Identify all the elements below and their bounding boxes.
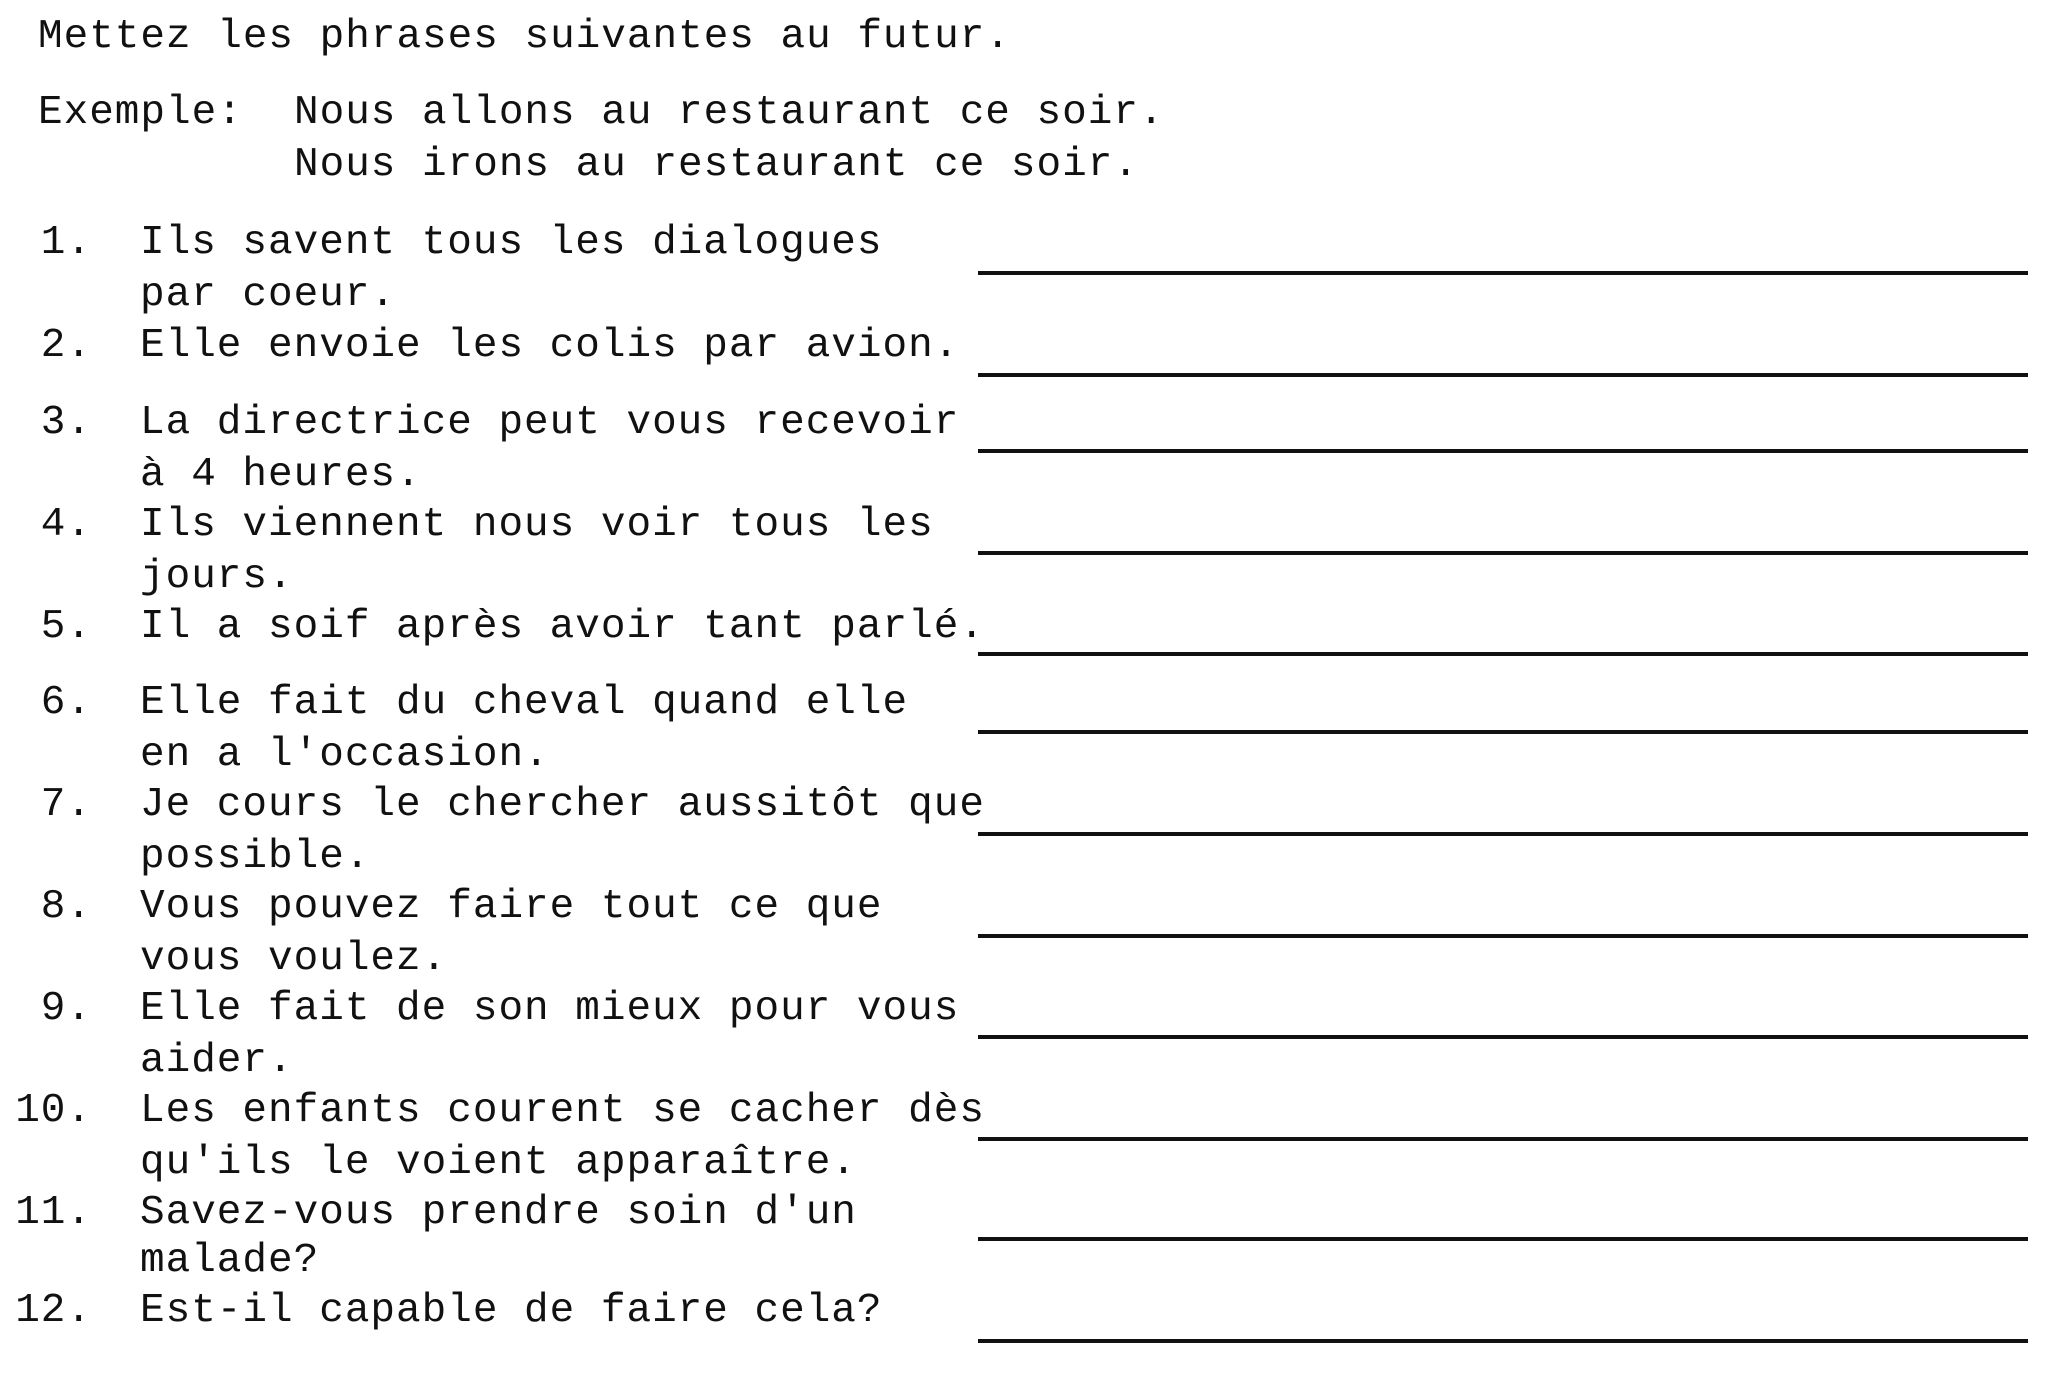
item-number: 9. [40, 986, 92, 1032]
answer-blank[interactable] [978, 551, 2028, 555]
item-sentence-line1: La directrice peut vous recevoir [140, 400, 960, 446]
item-number: 2. [40, 323, 92, 369]
item-number: 6. [40, 680, 92, 726]
item-sentence-line1: Il a soif après avoir tant parlé. [140, 604, 985, 650]
item-sentence-line1: Ils savent tous les dialogues [140, 220, 883, 266]
item-sentence-line1: Elle fait de son mieux pour vous [140, 986, 960, 1032]
answer-blank[interactable] [978, 1137, 2028, 1141]
answer-blank[interactable] [978, 1035, 2028, 1039]
example-original: Nous allons au restaurant ce soir. [294, 90, 1165, 136]
answer-blank[interactable] [978, 1237, 2028, 1241]
answer-blank[interactable] [978, 271, 2028, 275]
item-sentence-line2: par coeur. [140, 272, 397, 318]
item-sentence-line1: Elle envoie les colis par avion. [140, 323, 960, 369]
item-number: 4. [40, 502, 92, 548]
instruction-text: Mettez les phrases suivantes au futur. [38, 14, 1011, 60]
item-sentence-line2: en a l'occasion. [140, 732, 550, 778]
item-sentence-line2: aider. [140, 1038, 294, 1084]
item-number: 10. [15, 1088, 92, 1134]
item-number: 1. [40, 220, 92, 266]
item-sentence-line2: possible. [140, 834, 371, 880]
answer-blank[interactable] [978, 832, 2028, 836]
answer-blank[interactable] [978, 652, 2028, 656]
item-sentence-line1: Je cours le chercher aussitôt que [140, 782, 985, 828]
item-sentence-line1: Ils viennent nous voir tous les [140, 502, 934, 548]
item-number: 3. [40, 400, 92, 446]
example-label: Exemple: [38, 90, 243, 136]
answer-blank[interactable] [978, 934, 2028, 938]
item-sentence-line2: à 4 heures. [140, 452, 422, 498]
item-number: 8. [40, 884, 92, 930]
answer-blank[interactable] [978, 449, 2028, 453]
item-sentence-line1: Elle fait du cheval quand elle [140, 680, 909, 726]
item-number: 11. [15, 1190, 92, 1236]
item-number: 12. [15, 1288, 92, 1334]
item-sentence-line2: qu'ils le voient apparaître. [140, 1140, 857, 1186]
answer-blank[interactable] [978, 373, 2028, 377]
example-answer: Nous irons au restaurant ce soir. [294, 142, 1139, 188]
item-sentence-line2: malade? [140, 1238, 320, 1284]
answer-blank[interactable] [978, 1339, 2028, 1343]
item-sentence-line2: jours. [140, 554, 294, 600]
item-number: 5. [40, 604, 92, 650]
answer-blank[interactable] [978, 730, 2028, 734]
item-sentence-line2: vous voulez. [140, 936, 448, 982]
item-sentence-line1: Vous pouvez faire tout ce que [140, 884, 883, 930]
item-number: 7. [40, 782, 92, 828]
item-sentence-line1: Est-il capable de faire cela? [140, 1288, 883, 1334]
item-sentence-line1: Les enfants courent se cacher dès [140, 1088, 985, 1134]
item-sentence-line1: Savez-vous prendre soin d'un [140, 1190, 857, 1236]
